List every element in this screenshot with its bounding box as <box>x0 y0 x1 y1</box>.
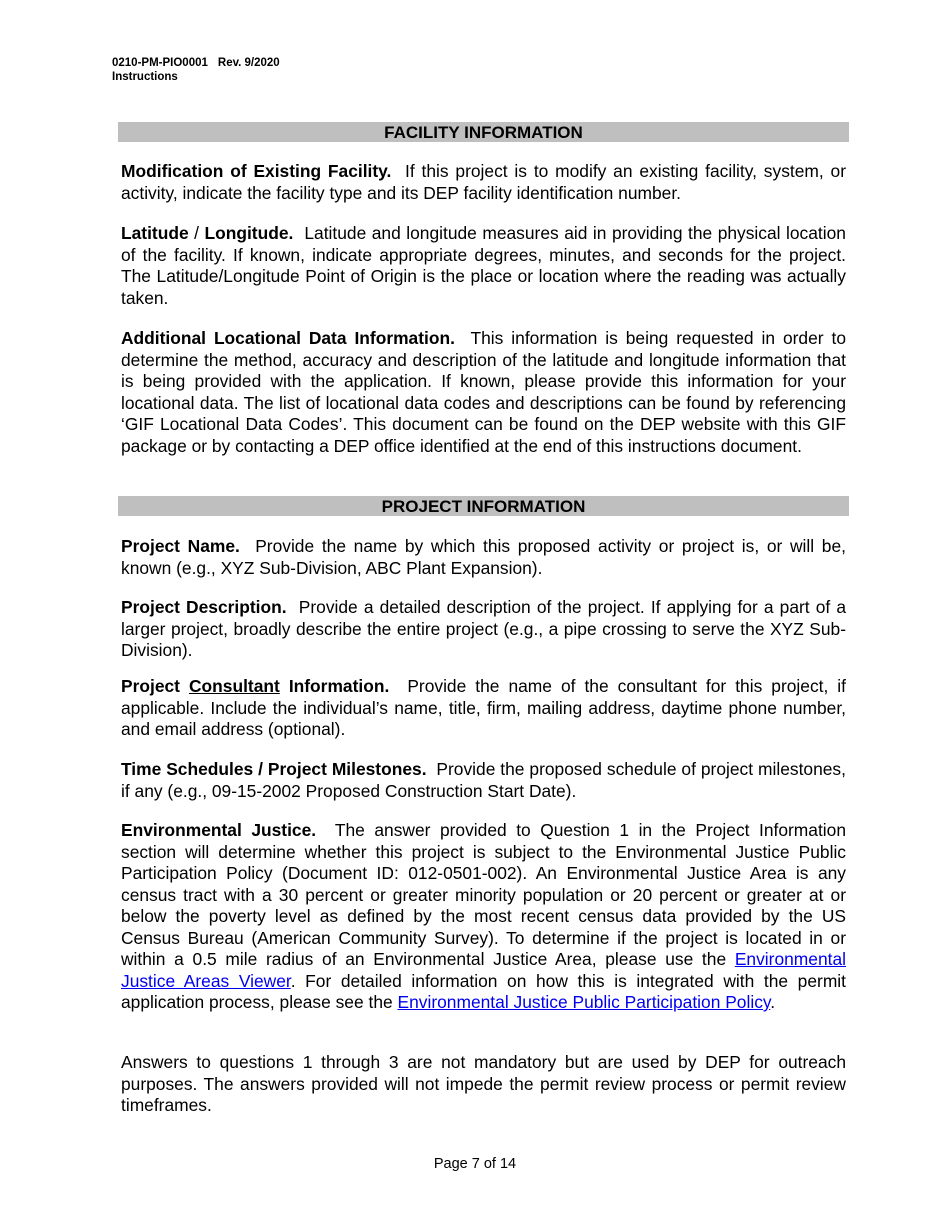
project-name-paragraph <box>121 536 846 579</box>
ej-policy-link[interactable]: Environmental Justice Public Participation Policy <box>397 992 771 1012</box>
ej-heading: Environmental Justice. <box>121 820 317 840</box>
environmental-justice-paragraph <box>121 820 846 1014</box>
page-number: Page 7 of 14 <box>433 1156 517 1172</box>
consultant-text: Provide the name of the consultant for this project, if applicable. Include the individual’s name, title, firm, mailing address, daytime phone number, and email address (optional). <box>121 676 847 739</box>
consultant-heading-prefix: Project <box>121 676 180 696</box>
ej-areas-viewer-link[interactable]: Environmental Justice Areas Viewer <box>121 949 846 991</box>
doc-id: 0210-PM-PIO0001 <box>112 57 208 69</box>
schedules-heading-a: Time Schedules <box>121 759 254 779</box>
modification-paragraph <box>121 161 846 204</box>
locational-paragraph <box>121 328 846 457</box>
doc-revision: Rev. 9/2020 <box>217 57 280 69</box>
latitude-heading: Latitude <box>121 223 189 243</box>
latlong-separator: / <box>194 223 199 243</box>
schedules-text: Provide the proposed schedule of project milestones, if any (e.g., 09-15-2002 Proposed Construction Start Date). <box>121 759 846 801</box>
schedules-separator: / <box>258 759 263 779</box>
answers-note-paragraph: Answers to questions 1 through 3 are not mandatory but are used by DEP for outreach purposes. The answers provided will not impede the permit review process or permit review timeframes. <box>121 1052 846 1115</box>
consultant-heading-suffix: Information. <box>288 676 390 696</box>
project-name-heading: Project Name. <box>121 536 240 556</box>
project-description-heading: Project Description. <box>121 597 287 617</box>
consultant-paragraph <box>121 676 846 741</box>
facility-section-title: FACILITY INFORMATION <box>118 122 849 142</box>
schedules-heading-b: Project Milestones. <box>267 759 427 779</box>
project-name-text: Provide the name by which this proposed activity or project is, or will be, known (e.g., XYZ Sub-Division, ABC Plant Expansion). <box>121 536 846 578</box>
project-section-title: PROJECT INFORMATION <box>118 496 849 516</box>
document-header <box>112 56 280 84</box>
consultant-heading-underlined: Consultant <box>188 676 280 696</box>
modification-text: If this project is to modify an existing facility, system, or activity, indicate the facility type and its DEP facility identification number. <box>121 161 847 203</box>
doc-subtitle: Instructions <box>112 71 178 83</box>
locational-heading: Additional Locational Data Information. <box>121 328 455 348</box>
ej-text-3: . <box>770 992 776 1012</box>
project-description-paragraph <box>121 597 846 662</box>
locational-text: This information is being requested in order to determine the method, accuracy and description of the latitude and longitude information that is being provided with the application. If known, please provide this information for your locational data. The list of locational data codes and descriptions can be found by referencing ‘GIF Locational Data Codes’. This document can be found on the DEP website with this GIF package or by contacting a DEP office identified at the end of this instructions document. <box>121 328 846 456</box>
latlong-paragraph <box>121 223 846 309</box>
project-description-text: Provide a detailed description of the project. If applying for a part of a larger project, broadly describe the entire project (e.g., a pipe crossing to serve the XYZ Sub-Division). <box>121 597 846 660</box>
schedules-paragraph <box>121 759 846 802</box>
longitude-heading: Longitude. <box>204 223 294 243</box>
ej-text-2: . For detailed information on how this is integrated with the permit application process, please see the <box>121 970 846 1012</box>
ej-text-1: The answer provided to Question 1 in the Project Information section will determine whether this project is subject to the Environmental Justice Public Participation Policy (Document ID: 012-0501-002). An Environmental Justice Area is any census tract with a 30 percent or greater minority population or 20 percent or greater at or below the poverty level as defined by the most recent census data provided by the US Census Bureau (American Community Survey). To determine if the project is located in or within a 0.5 mile radius of an Environmental Justice Area, please use the <box>121 820 846 969</box>
latlong-text: Latitude and longitude measures aid in providing the physical location of the facility. If known, indicate appropriate degrees, minutes, and seconds for the project. The Latitude/Longitude Point of Origin is the place or location where the reading was actually taken. <box>121 223 846 308</box>
modification-heading: Modification of Existing Facility. <box>121 161 392 181</box>
